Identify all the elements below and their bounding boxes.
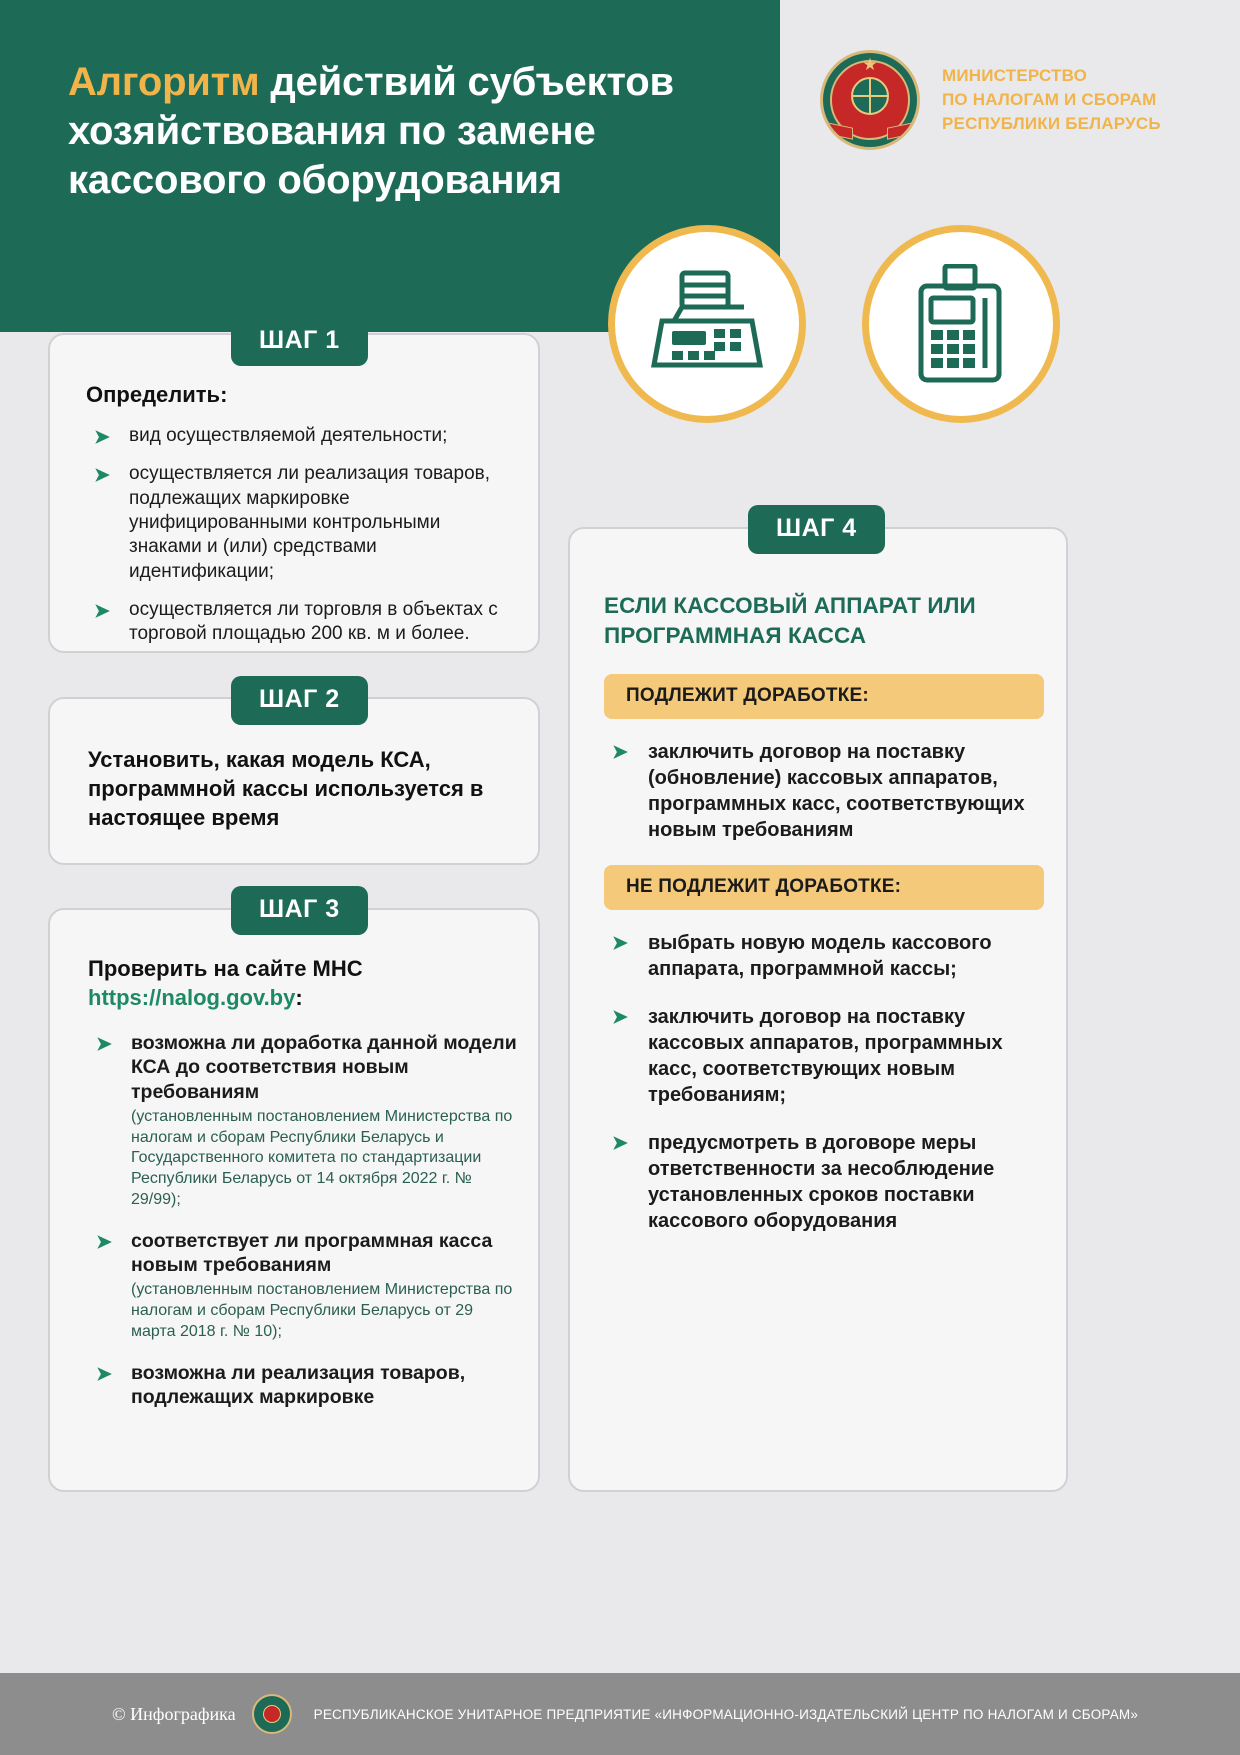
- arrow-icon: ➤: [612, 1007, 628, 1029]
- step-3-title-colon: :: [295, 985, 303, 1011]
- step-3-title-lead: Проверить на сайте МНС: [88, 956, 363, 981]
- step-4-heading: ЕСЛИ КАССОВЫЙ АППАРАТ ИЛИ ПРОГРАММНАЯ КАССА: [604, 593, 976, 648]
- list-item: [88, 1229, 518, 1343]
- list-item-text: предусмотреть в договоре меры ответственности за несоблюдение установленных сроков поставки кассового оборудования: [648, 1132, 995, 1233]
- step-3-title: [88, 954, 518, 1013]
- status-badge-upgradable: ПОДЛЕЖИТ ДОРАБОТКЕ:: [604, 674, 1044, 719]
- status-badge-not-upgradable: НЕ ПОДЛЕЖИТ ДОРАБОТКЕ:: [604, 865, 1044, 910]
- list-item: [604, 1004, 1044, 1108]
- cash-register-icon: [648, 269, 766, 379]
- coat-of-arms-icon: ★: [820, 50, 920, 150]
- page-title-accent: Алгоритм: [68, 60, 260, 104]
- step-2-tab: ШАГ 2: [231, 676, 368, 725]
- list-item-text: возможна ли реализация товаров, подлежащих маркировке: [131, 1361, 466, 1409]
- coat-of-arms-small-icon: [252, 1694, 292, 1734]
- list-item-text: осуществляется ли торговля в объектах с торговой площадью 200 кв. м и более.: [129, 598, 498, 645]
- list-item-text: вид осуществляемой деятельности;: [129, 425, 448, 446]
- ministry-line-1: МИНИСТЕРСТВО: [942, 65, 1088, 85]
- list-item-text: выбрать новую модель кассового аппарата, программной кассы;: [648, 932, 992, 981]
- list-item-text: осуществляется ли реализация товаров, подлежащих маркировке унифицированными контрольными знаками и (или) средствами идентификации;: [129, 463, 491, 582]
- ministry-block: [820, 50, 1161, 150]
- page-title: [68, 58, 728, 206]
- arrow-icon: ➤: [612, 1133, 628, 1155]
- arrow-icon: ➤: [94, 465, 110, 487]
- step-3-card: [48, 908, 540, 1492]
- footer-copyright: © Инфографика: [112, 1703, 236, 1724]
- payment-terminal-icon: [911, 264, 1011, 384]
- arrow-icon: ➤: [612, 742, 628, 764]
- list-item: [86, 462, 514, 584]
- ministry-line-2: ПО НАЛОГАМ И СБОРАМ: [942, 89, 1157, 109]
- mns-website-link[interactable]: https://nalog.gov.by: [88, 985, 296, 1011]
- page-title-rest: действий субъектов хозяйствования по замене кассового оборудования: [68, 60, 674, 203]
- step-4-group-not-subject-to-upgrade: [604, 865, 1044, 1234]
- list-item: [86, 598, 514, 647]
- payment-terminal-icon-circle: [862, 225, 1060, 423]
- step-4-list-2: [604, 930, 1044, 1234]
- list-item: [604, 930, 1044, 982]
- arrow-icon: ➤: [96, 1231, 112, 1253]
- list-item-note: (установленным постановлением Министерства по налогам и сборам Республики Беларусь и Государственного комитета по стандартизации Республики Беларусь от 14 октября 2022 г. № 29/99);: [131, 1107, 513, 1208]
- arrow-icon: ➤: [94, 600, 110, 622]
- step-4-tab: ШАГ 4: [748, 505, 885, 554]
- step-1-tab: ШАГ 1: [231, 317, 368, 366]
- ministry-name: [942, 64, 1161, 136]
- ministry-line-3: РЕСПУБЛИКИ БЕЛАРУСЬ: [942, 114, 1161, 134]
- footer-bar: [0, 1673, 1240, 1755]
- step-4-group-subject-to-upgrade: [604, 674, 1044, 843]
- arrow-icon: ➤: [96, 1363, 112, 1385]
- list-item-text: заключить договор на поставку (обновление) кассовых аппаратов, программных касс, соответствующих новым требованиям: [648, 741, 1025, 842]
- step-4-list-1: [604, 739, 1044, 843]
- list-item-note: (установленным постановлением Министерства по налогам и сборам Республики Беларусь от 29 марта 2018 г. № 10);: [131, 1281, 513, 1340]
- cash-register-icon-circle: [608, 225, 806, 423]
- list-item-text: соответствует ли программная касса новым требованиям: [131, 1229, 493, 1277]
- step-3-tab: ШАГ 3: [231, 886, 368, 935]
- footer-organization: РЕСПУБЛИКАНСКОЕ УНИТАРНОЕ ПРЕДПРИЯТИЕ «ИНФОРМАЦИОННО-ИЗДАТЕЛЬСКИЙ ЦЕНТР ПО НАЛОГАМ И СБОРАМ»: [313, 1706, 1139, 1722]
- step-2-text: Установить, какая модель КСА, программной кассы используется в настоящее время: [88, 747, 484, 831]
- list-item-text: возможна ли доработка данной модели КСА до соответствия новым требованиям: [131, 1031, 517, 1103]
- step-1-list: [86, 424, 514, 647]
- list-item: [604, 739, 1044, 843]
- step-4-card: [568, 527, 1068, 1492]
- step-1-card: [48, 333, 540, 653]
- arrow-icon: ➤: [94, 427, 110, 448]
- arrow-icon: ➤: [96, 1033, 112, 1055]
- list-item: [604, 1130, 1044, 1234]
- step-1-title: Определить:: [86, 382, 228, 407]
- list-item: [86, 424, 514, 448]
- arrow-icon: ➤: [612, 933, 628, 955]
- step-3-list: [88, 1031, 518, 1411]
- list-item-text: заключить договор на поставку кассовых аппаратов, программных касс, соответствующих новым требованиям;: [648, 1006, 1003, 1107]
- list-item: [88, 1361, 518, 1411]
- list-item: [88, 1031, 518, 1211]
